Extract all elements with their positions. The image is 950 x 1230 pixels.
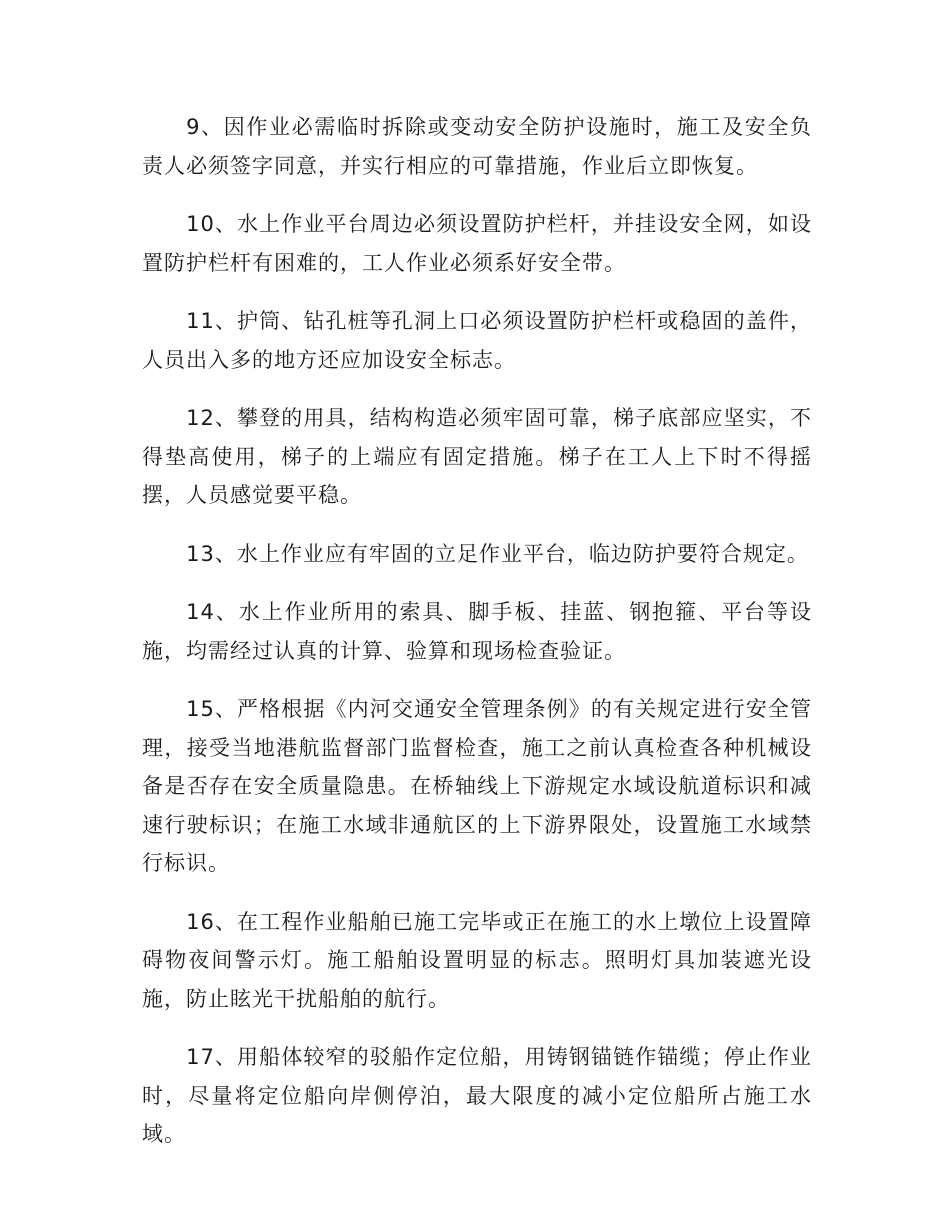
paragraph-item-15: 15、严格根据《内河交通安全管理条例》的有关规定进行安全管理，接受当地港航监督部门监督检查，施工之前认真检查各种机械设备是否存在安全质量隐患。在桥轴线上下游规定水域设航道标识和减速行驶标识；在施工水域非通航区的上下游界限处，设置施工水域禁行标识。 <box>142 697 812 875</box>
paragraph-item-14: 14、水上作业所用的索具、脚手板、挂蓝、钢抱箍、平台等设施，均需经过认真的计算、验算和现场检查验证。 <box>142 600 812 663</box>
paragraph-item-16: 16、在工程作业船舶已施工完毕或正在施工的水上墩位上设置障碍物夜间警示灯。施工船舶设置明显的标志。照明灯具加装遮光设施，防止眩光干扰船舶的航行。 <box>142 909 812 1011</box>
paragraph-item-17: 17、用船体较窄的驳船作定位船，用铸钢锚链作锚缆；停止作业时，尽量将定位船向岸侧停泊，最大限度的减小定位船所占施工水域。 <box>142 1045 812 1146</box>
paragraph-item-11: 11、护筒、钻孔桩等孔洞上口必须设置防护栏杆或稳固的盖件，人员出入多的地方还应加设安全标志。 <box>142 309 812 372</box>
paragraph-item-10: 10、水上作业平台周边必须设置防护栏杆，并挂设安全网，如设置防护栏杆有困难的，工人作业必须系好安全带。 <box>142 212 812 275</box>
document-body <box>142 108 812 1174</box>
paragraph-item-12: 12、攀登的用具，结构构造必须牢固可靠，梯子底部应坚实，不得垫高使用，梯子的上端应有固定措施。梯子在工人上下时不得摇摆，人员感觉要平稳。 <box>142 406 812 507</box>
paragraph-item-13: 13、水上作业应有牢固的立足作业平台，临边防护要符合规定。 <box>186 541 809 566</box>
paragraph-item-9: 9、因作业必需临时拆除或变动安全防护设施时，施工及安全负责人必须签字同意，并实行相应的可靠措施，作业后立即恢复。 <box>142 115 812 178</box>
